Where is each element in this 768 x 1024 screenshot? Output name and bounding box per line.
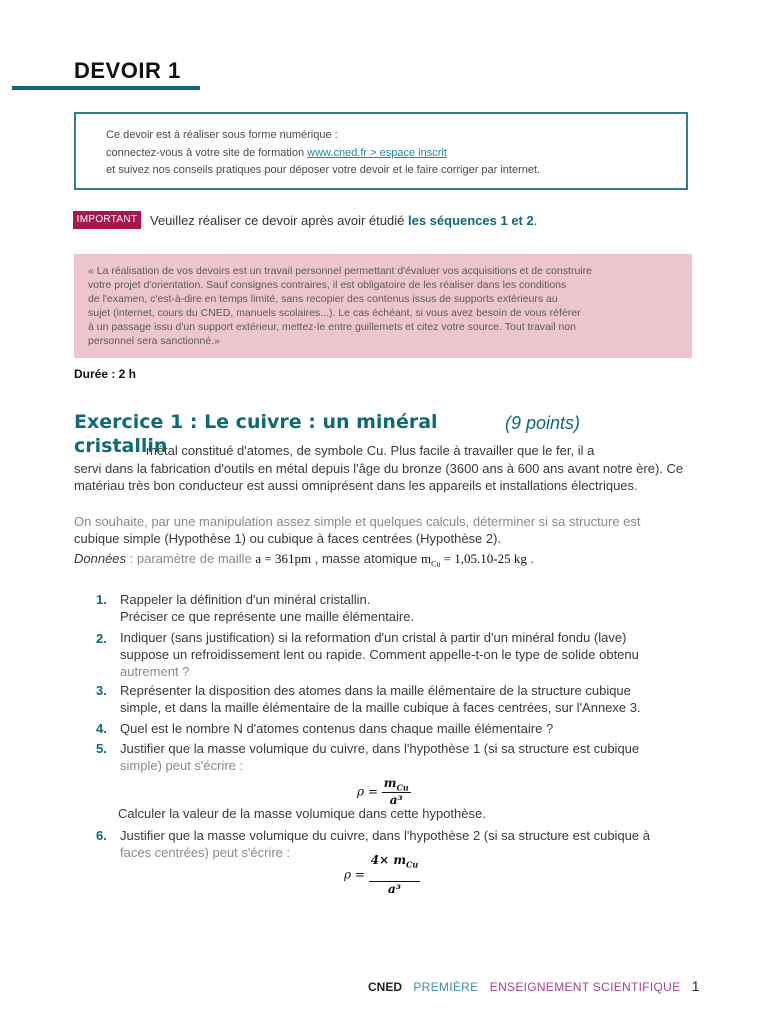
manip-line-2: cubique simple (Hypothèse 1) ou cubique à faces centrées (Hypothèse 2).: [74, 531, 502, 546]
info-line-2: [106, 147, 447, 159]
formula-fraction: [382, 776, 411, 807]
question-line: Justifier que la masse volumique du cuivre, dans l'hypothèse 1 (si sa structure est cubique: [120, 741, 640, 756]
question-line: faces centrées) peut s'écrire :: [120, 845, 291, 860]
page-title: DEVOIR 1: [74, 58, 181, 83]
atomic-mass-sub: Cu: [431, 559, 441, 569]
density-formula-1: [357, 776, 411, 807]
cned-link[interactable]: www.cned.fr > espace inscrit: [307, 147, 447, 159]
quote-line: personnel sera sanctionné.»: [88, 335, 220, 347]
info-line-2-prefix: connectez-vous à votre site de formation: [106, 147, 305, 159]
manip-line-1: On souhaite, par une manipulation assez simple et quelques calculs, déterminer si sa structure est: [74, 514, 641, 529]
lattice-parameter: a = 361pm: [255, 551, 312, 566]
question-line: Justifier que la masse volumique du cuivre, dans l'hypothèse 2 (si sa structure est cubique à: [120, 828, 650, 843]
integrity-quote-box: [74, 254, 692, 358]
question-number: 3.: [96, 683, 107, 698]
info-line-1: Ce devoir est à réaliser sous forme numérique :: [106, 129, 338, 141]
quote-line: de l'examen, c'est-à-dire en temps limité, sans recopier des contenus issus de supports extérieurs au: [88, 293, 558, 305]
question-line: Indiquer (sans justification) si la reformation d'un cristal à partir d'un minéral fondu (lave): [120, 630, 627, 645]
donnees-text-2: , masse atomique: [311, 551, 421, 566]
calc-instruction: Calculer la valeur de la masse volumique dans cette hypothèse.: [118, 806, 486, 821]
atomic-mass: [420, 551, 527, 569]
quote-line: votre projet d'orientation. Sauf consignes contraires, il est obligatoire de les réaliser dans les conditions: [88, 279, 567, 291]
important-text: [150, 213, 537, 228]
page-footer: [368, 978, 700, 994]
formula-numerator: [369, 853, 420, 882]
formula-denominator: a³: [389, 793, 403, 808]
footer-subject: ENSEIGNEMENT SCIENTIFIQUE: [489, 980, 681, 994]
question-3: [120, 682, 700, 716]
formula-lhs: ρ =: [344, 867, 365, 882]
question-number: 6.: [96, 828, 107, 843]
question-line: suppose un refroidissement lent ou rapide. Comment appelle-t-on le type de solide obtenu: [120, 647, 639, 662]
question-line: autrement ?: [120, 664, 190, 679]
important-badge: IMPORTANT: [73, 211, 141, 229]
question-line: Préciser ce que représente une maille élémentaire.: [120, 609, 415, 624]
formula-lhs: ρ =: [357, 784, 378, 799]
exercise-title: Exercice 1 : Le cuivre : un minéral cristallin: [74, 411, 438, 457]
important-suffix: .: [533, 213, 538, 228]
question-4: Quel est le nombre N d'atomes contenus dans chaque maille élémentaire ?: [120, 721, 554, 736]
question-line: simple, et dans la maille élémentaire de la maille cubique à faces centrées, sur l'Annexe 3.: [120, 700, 641, 715]
question-number: 1.: [96, 592, 107, 607]
question-1: [120, 591, 700, 625]
intro-line-1: métal constitué d'atomes, de symbole Cu. Plus facile à travailler que le fer, il a: [146, 443, 595, 458]
atomic-mass-symbol: m: [420, 551, 432, 566]
question-number: 2.: [96, 631, 107, 646]
page-number: 1: [691, 978, 700, 994]
formula-num-symbol: 4× m: [370, 853, 407, 867]
important-sequences: les séquences 1 et 2: [407, 213, 534, 228]
formula-denominator: a³: [387, 882, 402, 897]
info-box: [74, 112, 688, 190]
manipulation-paragraph: [74, 513, 699, 547]
question-5: [120, 740, 700, 774]
quote-line: sujet (internet, cours du CNED, manuels scolaires...). Le cas échéant, si vous avez besoin de vous référer: [88, 307, 581, 319]
question-line: simple) peut s'écrire :: [120, 758, 244, 773]
donnees-line: [74, 551, 534, 569]
quote-line: à un passage issu d'un support extérieur, mettez-le entre guillemets et citez votre source. Tout travail non: [88, 321, 576, 333]
formula-numerator: [382, 776, 411, 793]
formula-num-sub: Cu: [406, 859, 419, 870]
question-2: [120, 629, 700, 680]
quote-line: « La réalisation de vos devoirs est un travail personnel permettant d'évaluer vos acquisitions et de construire: [88, 265, 592, 277]
duration: Durée : 2 h: [74, 367, 137, 381]
donnees-label: Données: [74, 551, 127, 566]
footer-level: PREMIÈRE: [413, 980, 479, 994]
exercise-points: (9 points): [505, 413, 581, 433]
question-number: 5.: [96, 741, 107, 756]
donnees-end: .: [526, 551, 535, 566]
important-prefix: Veuillez réaliser ce devoir après avoir étudié: [150, 213, 405, 228]
formula-num-sub: Cu: [396, 782, 409, 793]
atomic-mass-value: = 1,05.10-25 kg: [440, 551, 527, 566]
question-number: 4.: [96, 721, 107, 736]
density-formula-2: [344, 853, 420, 896]
footer-cned: CNED: [368, 980, 403, 994]
formula-fraction: [369, 853, 420, 896]
intro-paragraph: servi dans la fabrication d'outils en métal depuis l'âge du bronze (3600 ans à 600 ans avant notre ère). Ce matériau très bon conducteur est aussi omniprésent dans les appareils et installations électriques.: [74, 461, 684, 493]
info-line-3: et suivez nos conseils pratiques pour déposer votre devoir et le faire corriger par internet.: [106, 164, 541, 176]
formula-num-symbol: m: [383, 776, 397, 790]
donnees-text-1: : paramètre de maille: [126, 551, 256, 566]
title-underline: [12, 86, 200, 90]
question-line: Rappeler la définition d'un minéral cristallin.: [120, 592, 371, 607]
question-line: Représenter la disposition des atomes dans la maille élémentaire de la structure cubique: [120, 683, 631, 698]
